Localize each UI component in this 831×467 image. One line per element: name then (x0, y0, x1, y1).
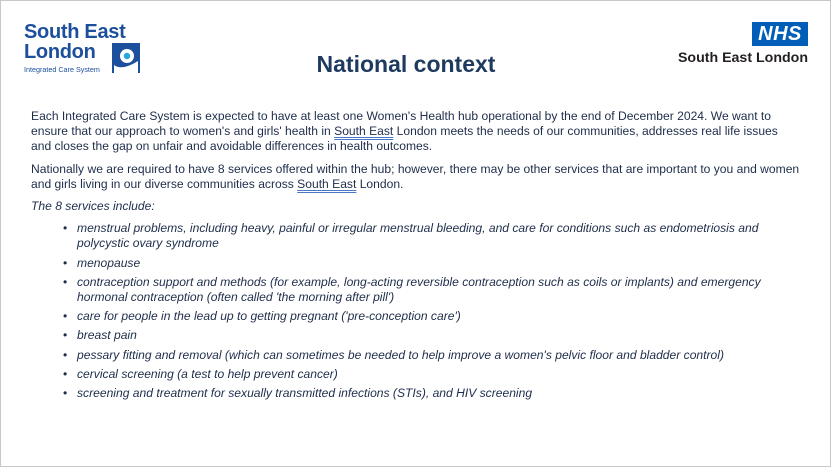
service-item: • cervical screening (a test to help prevent cancer) (77, 367, 801, 382)
requirements-paragraph-text-end: London. (356, 176, 404, 191)
slide-content (31, 109, 801, 405)
intro-paragraph (31, 109, 801, 155)
ics-logo-line1: South East (24, 21, 126, 43)
intro-paragraph-text-end: London meets the needs of our communities, addresses real life issues and closes the gap on unfair and avoidable differences in health outcomes. (31, 124, 778, 154)
service-item: • screening and treatment for sexually transmitted infections (STIs), and HIV screening (77, 386, 801, 401)
spellcheck-highlight: South East (334, 124, 394, 139)
requirements-paragraph (31, 162, 801, 192)
nhs-logo-region: South East London (677, 50, 808, 66)
requirements-paragraph-text-start: Nationally we are required to have 8 services offered within the hub; however, there may be other services that are important to you and women and girls living in our diverse communities across (31, 161, 800, 191)
service-item: • contraception support and methods (for example, long-acting reversible contraception such as coils or implants) and emergency hormonal contraception (often called 'the morning after pill') (77, 275, 801, 305)
page-title: National context (316, 51, 496, 77)
services-list (31, 221, 801, 401)
nhs-logo-badge: NHS (752, 22, 808, 46)
service-item: • menstrual problems, including heavy, painful or irregular menstrual bleeding, and care for conditions such as endometriosis and polycystic ovary syndrome (77, 221, 801, 251)
service-item: • care for people in the lead up to getting pregnant ('pre-conception care') (77, 309, 801, 324)
spellcheck-highlight: South East (297, 176, 357, 191)
ics-logo-subtitle: Integrated Care System (24, 65, 100, 74)
services-intro: The 8 services include: (31, 199, 155, 214)
service-item: • breast pain (77, 328, 801, 343)
service-item: • pessary fitting and removal (which can sometimes be needed to help improve a women's pelvic floor and bladder control) (77, 348, 801, 363)
service-item: • menopause (77, 256, 801, 271)
intro-paragraph-text-start: Each Integrated Care System is expected to have at least one Women's Health hub operational by the end of December 2024. We want to ensure that our approach to women's and girls' health in (31, 109, 772, 139)
ics-logo-line2: London (24, 41, 96, 63)
